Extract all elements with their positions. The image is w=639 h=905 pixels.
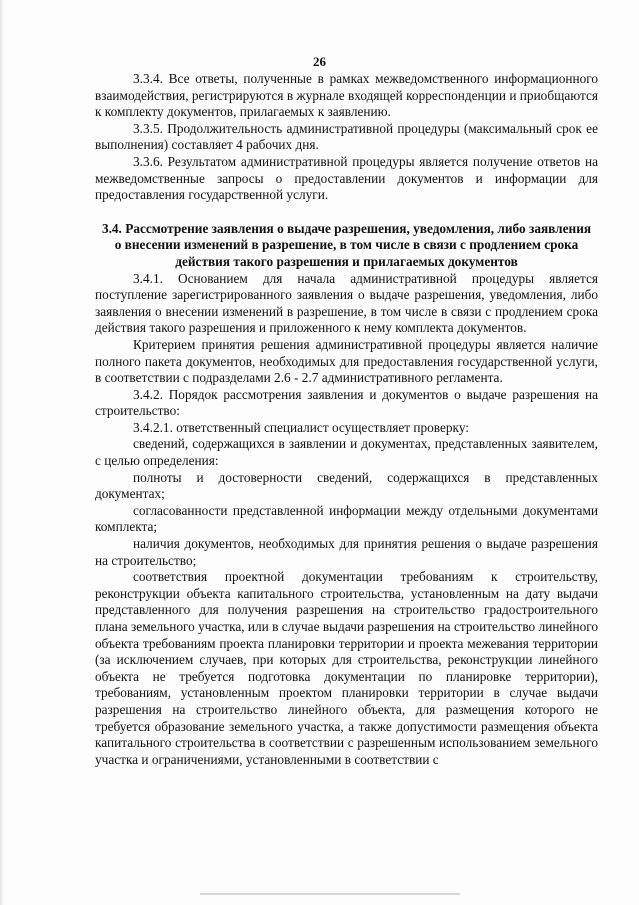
paragraph-consistency: согласованности представленной информации между отдельными документами комплекта; [95, 502, 598, 535]
document-body [95, 71, 598, 768]
section-heading-3-4: 3.4. Рассмотрение заявления о выдаче разрешения, уведомления, либо заявления о внесении изменений в разрешение, в том числе в связи с продлением срока действия такого разрешения и прилагаемых документов [101, 220, 592, 269]
scan-edge [0, 0, 4, 905]
paragraph-check-information: сведений, содержащихся в заявлении и документах, представленных заявителем, с целью определения: [95, 436, 598, 469]
paragraph-completeness: полноты и достоверности сведений, содержащихся в представленных документах; [95, 469, 598, 502]
paragraph-3-3-5: 3.3.5. Продолжительность административной процедуры (максимальный срок ее выполнения) составляет 4 рабочих дня. [95, 120, 598, 153]
paragraph-3-4-2-1: 3.4.2.1. ответственный специалист осуществляет проверку: [133, 419, 469, 435]
paragraph-project-compliance: соответствия проектной документации требованиям к строительству, реконструкции объекта капитального строительства, установленным на дату выдачи представленного для получения разрешения на строительство градостроительного плана земельного участка, или в случае выдачи разрешения на строительство линейного объекта требованиям проекта планировки территории и проекта межевания территории (за исключением случаев, при которых для строительства, реконструкции линейного объекта не требуется подготовка документации по планировке территории), требованиям, установленным проектом планировки территории в случае выдачи разрешения на строительство линейного объекта, для размещения которого не требуется образование земельного участка, а также допустимости размещения объекта капитального строительства в соответствии с разрешенным использованием земельного участка и ограничениями, установленными в соответствии с [95, 569, 598, 767]
paragraph-3-3-4: 3.3.4. Все ответы, полученные в рамках межведомственного информационного взаимодействия, регистрируются в журнале входящей корреспонденции и приобщаются к комплекту документов, прилагаемых к заявлению. [95, 71, 598, 120]
paragraph-documents-presence: наличия документов, необходимых для принятия решения о выдаче разрешения на строительство; [95, 536, 598, 568]
paragraph-3-4-2: 3.4.2. Порядок рассмотрения заявления и документов о выдаче разрешения на строительство: [95, 386, 598, 419]
paragraph-criterion: Критерием принятия решения административной процедуры является наличие полного пакета документов, необходимых для предоставления государственной услуги, в соответствии с подразделами 2.6 - 2.7 административного регламента. [95, 336, 598, 386]
page-number: 26 [313, 54, 326, 69]
scan-artifact-line [200, 893, 460, 895]
paragraph-3-3-6: 3.3.6. Результатом административной процедуры является получение ответов на межведомственные запросы о предоставлении документов и информации для предоставления государственной услуги. [95, 153, 598, 203]
paragraph-3-4-1: 3.4.1. Основанием для начала административной процедуры является поступление зарегистрированного заявления о выдаче разрешения, уведомления, либо заявления о внесении изменений в разрешение, в том числе в связи с продлением срока действия такого разрешения и приложенного к нему комплекта документов. [95, 270, 598, 336]
